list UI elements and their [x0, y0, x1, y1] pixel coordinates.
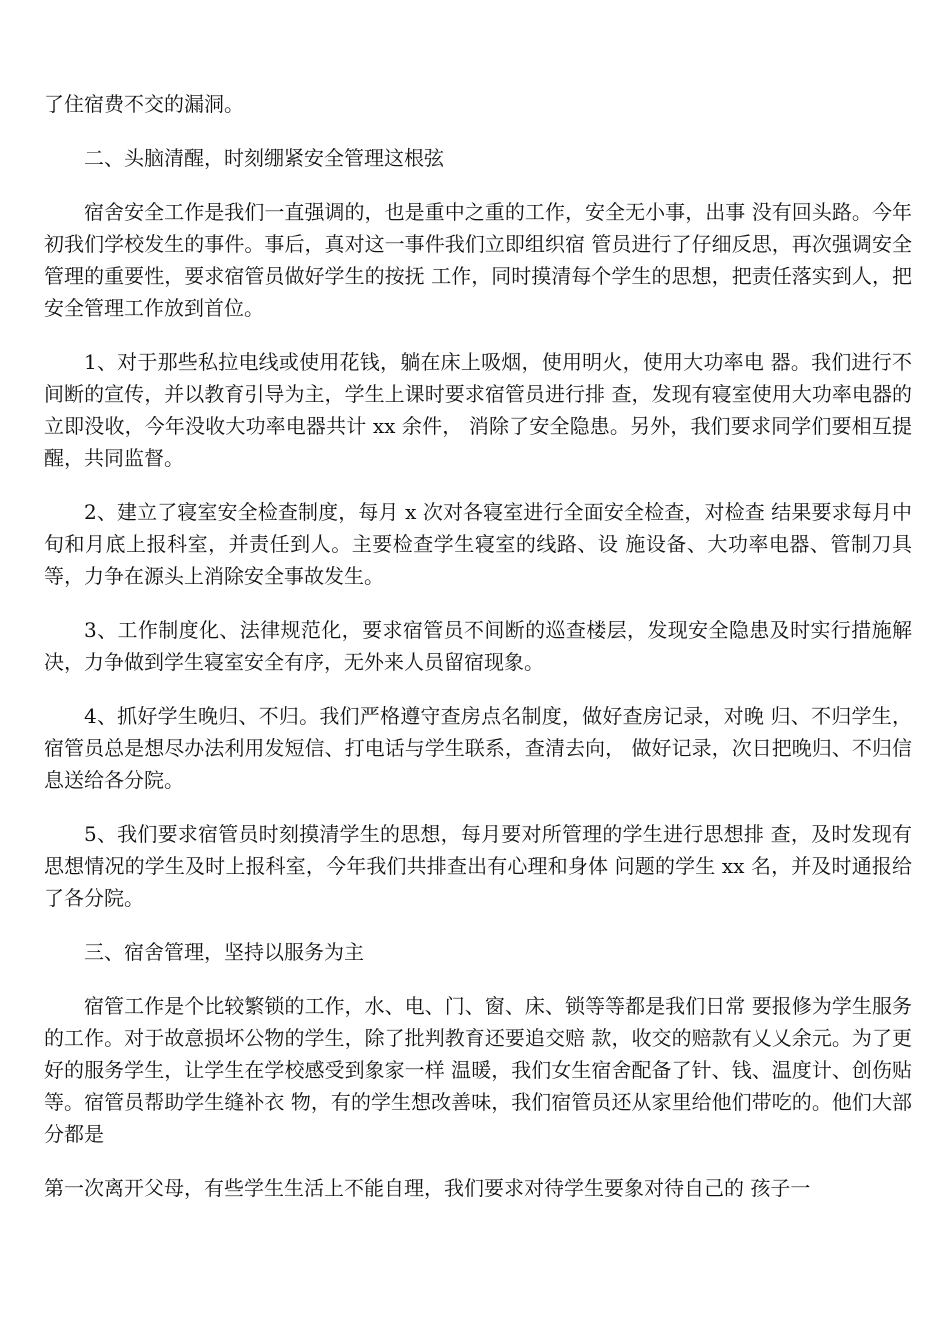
paragraph-continuation: 了住宿费不交的漏洞。: [44, 92, 244, 116]
section-heading-3: 三、宿舍管理，坚持以服务为主: [84, 940, 364, 964]
paragraph-item-5: 5、我们要求宿管员时刻摸清学生的思想，每月要对所管理的学生进行思想排 查，及时发现有思想情况的学生及时上报科室，今年我们共排查出有心理和身体 问题的学生 xx 名，并及时通报给了各分院。: [44, 822, 912, 910]
paragraph-item-1: 1、对于那些私拉电线或使用花钱，躺在床上吸烟，使用明火，使用大功率电 器。我们进行不间断的宣传，并以教育引导为主，学生上课时要求宿管员进行排 查，发现有寝室使用大功率电器的立即没收，今年没收大功率电器共计 xx 余件， 消除了安全隐患。另外，我们要求同学们要相互提醒，共同监督。: [44, 350, 912, 470]
paragraph-service: 宿管工作是个比较繁锁的工作，水、电、门、窗、床、锁等等都是我们日常 要报修为学生服务的工作。对于故意损坏公物的学生，除了批判教育还要追交赔 款，收交的赔款有乂乂余元。为了更好的服务学生，让学生在学校感受到象家一样 温暖，我们女生宿舍配备了针、钱、温度计、创伤贴等。宿管员帮助学生缝补衣 物，有的学生想改善味，我们宿管员还从家里给他们带吃的。他们大部分都是: [44, 994, 912, 1146]
paragraph-trailing: 第一次离开父母，有些学生生活上不能自理，我们要求对待学生要象对待自己的 孩子一: [44, 1176, 811, 1200]
document-body: [44, 88, 912, 1226]
paragraph-item-4: 4、抓好学生晚归、不归。我们严格遵守查房点名制度，做好查房记录，对晚 归、不归学生，宿管员总是想尽办法利用发短信、打电话与学生联系，查清去向， 做好记录，次日把晚归、不归信息送给各分院。: [44, 704, 912, 792]
paragraph-item-3: 3、工作制度化、法律规范化，要求宿管员不间断的巡查楼层，发现安全隐患及时实行措施解决，力争做到学生寝室安全有序，无外来人员留宿现象。: [44, 618, 912, 674]
paragraph-item-2: 2、建立了寝室安全检查制度，每月 x 次对各寝室进行全面安全检查，对检查 结果要求每月中旬和月底上报科室，并责任到人。主要检查学生寝室的线路、设 施设备、大功率电器、管制刀具等，力争在源头上消除安全事故发生。: [44, 500, 912, 588]
paragraph-safety-intro: 宿舍安全工作是我们一直强调的，也是重中之重的工作，安全无小事，出事 没有回头路。今年初我们学校发生的事件。事后，真对这一事件我们立即组织宿 管员进行了仔细反思，再次强调安全管理的重要性，要求宿管员做好学生的按抚 工作，同时摸清每个学生的思想，把责任落实到人，把安全管理工作放到首位。: [44, 200, 912, 320]
section-heading-2: 二、头脑清醒，时刻绷紧安全管理这根弦: [84, 146, 444, 170]
